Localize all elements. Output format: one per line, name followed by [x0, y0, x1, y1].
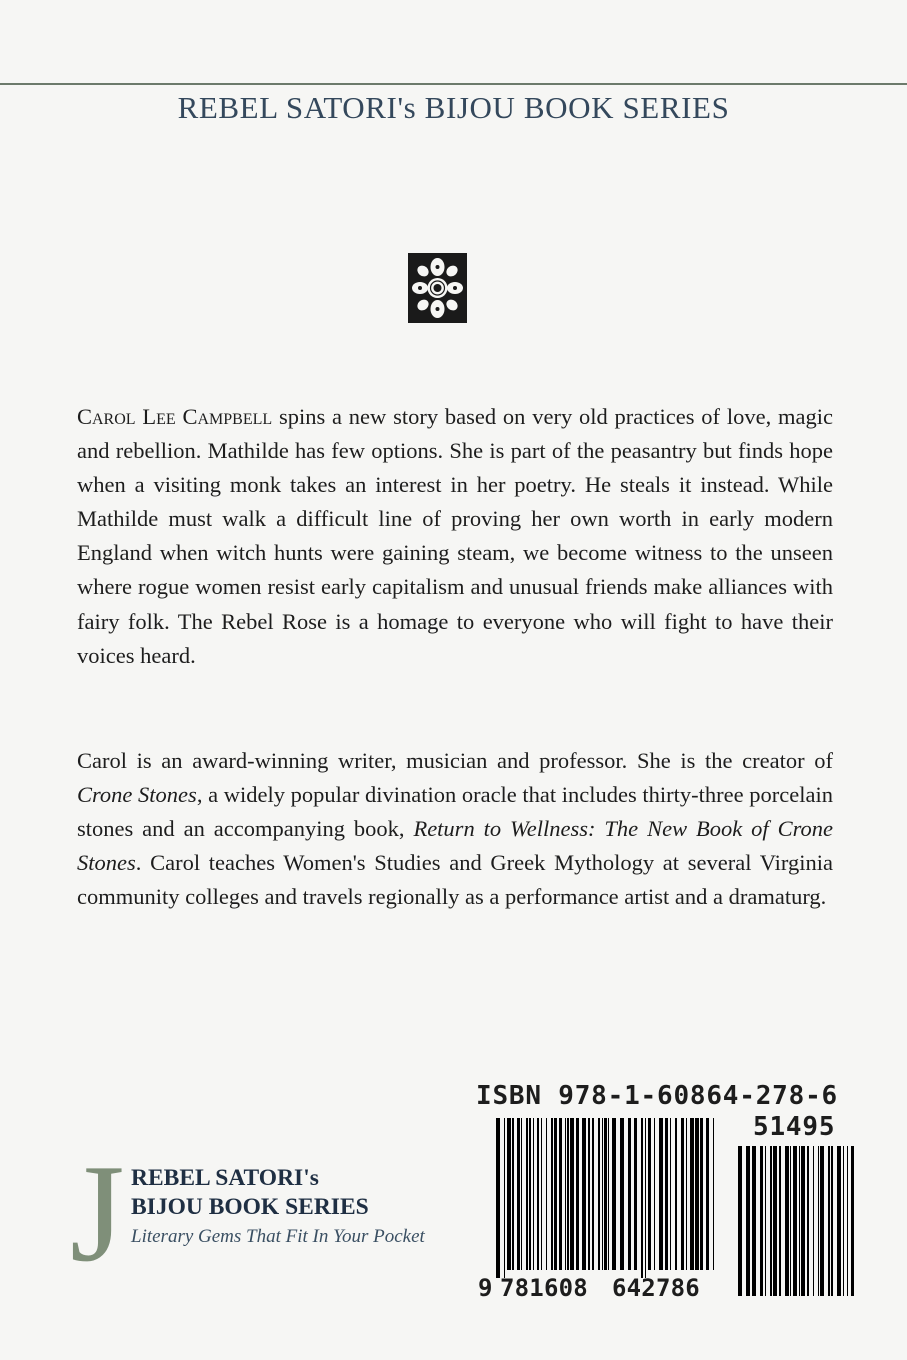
logo-tagline: Literary Gems That Fit In Your Pocket — [131, 1226, 425, 1247]
author-name: Carol Lee Campbell — [77, 404, 273, 429]
book-title-return-to-wellness: Return to Wellness: The New Book of Crone Stones — [77, 816, 834, 876]
ean-group-1: 781608 — [500, 1274, 588, 1302]
blurb-text: spins a new story based on very old practices of love, magic and rebellion. Mathilde has few options. She is part of the peasantry but finds hope when a visiting monk takes an interest in her poetry. He steals it instead. While Mathilde must walk a difficult line of proving her own worth in early modern England when witch hunts were gaining steam, we become witness to the unseen where rogue women resist early capitalism and unusual friends make alliances with fairy folk. The Rebel Rose is a homage to everyone who will fight to have their voices heard. — [77, 404, 833, 668]
book-title-crone-stones: Crone Stones — [77, 782, 197, 808]
blurb-paragraph — [77, 400, 833, 673]
bio-text-3: . Carol teaches Women's Studies and Greek Mythology at several Virginia community colleges and travels regionally as a performance artist and a dramaturg. — [77, 850, 833, 910]
isbn-label: ISBN 978-1-60864-278-6 — [476, 1081, 838, 1111]
series-title: REBEL SATORI's BIJOU BOOK SERIES — [177, 90, 730, 125]
bijou-j-logo-icon — [66, 1152, 136, 1272]
ean-group-2: 642786 — [612, 1274, 700, 1302]
bio-text-2: , a widely popular divination oracle that includes thirty-three porcelain stones and an accompanying book, — [77, 782, 833, 842]
logo-line-2: BIJOU BOOK SERIES — [131, 1194, 369, 1220]
ean-first-digit: 9 — [478, 1274, 493, 1302]
top-rule — [0, 83, 907, 85]
logo-line-1: REBEL SATORI's — [131, 1165, 319, 1191]
price-code: 51495 — [753, 1112, 836, 1142]
svg-text:J: J — [70, 1152, 125, 1272]
bio-paragraph — [77, 744, 833, 914]
bio-text-1: Carol is an award-winning writer, musician and professor. She is the creator of — [77, 748, 833, 773]
floral-tile-icon — [408, 253, 467, 323]
